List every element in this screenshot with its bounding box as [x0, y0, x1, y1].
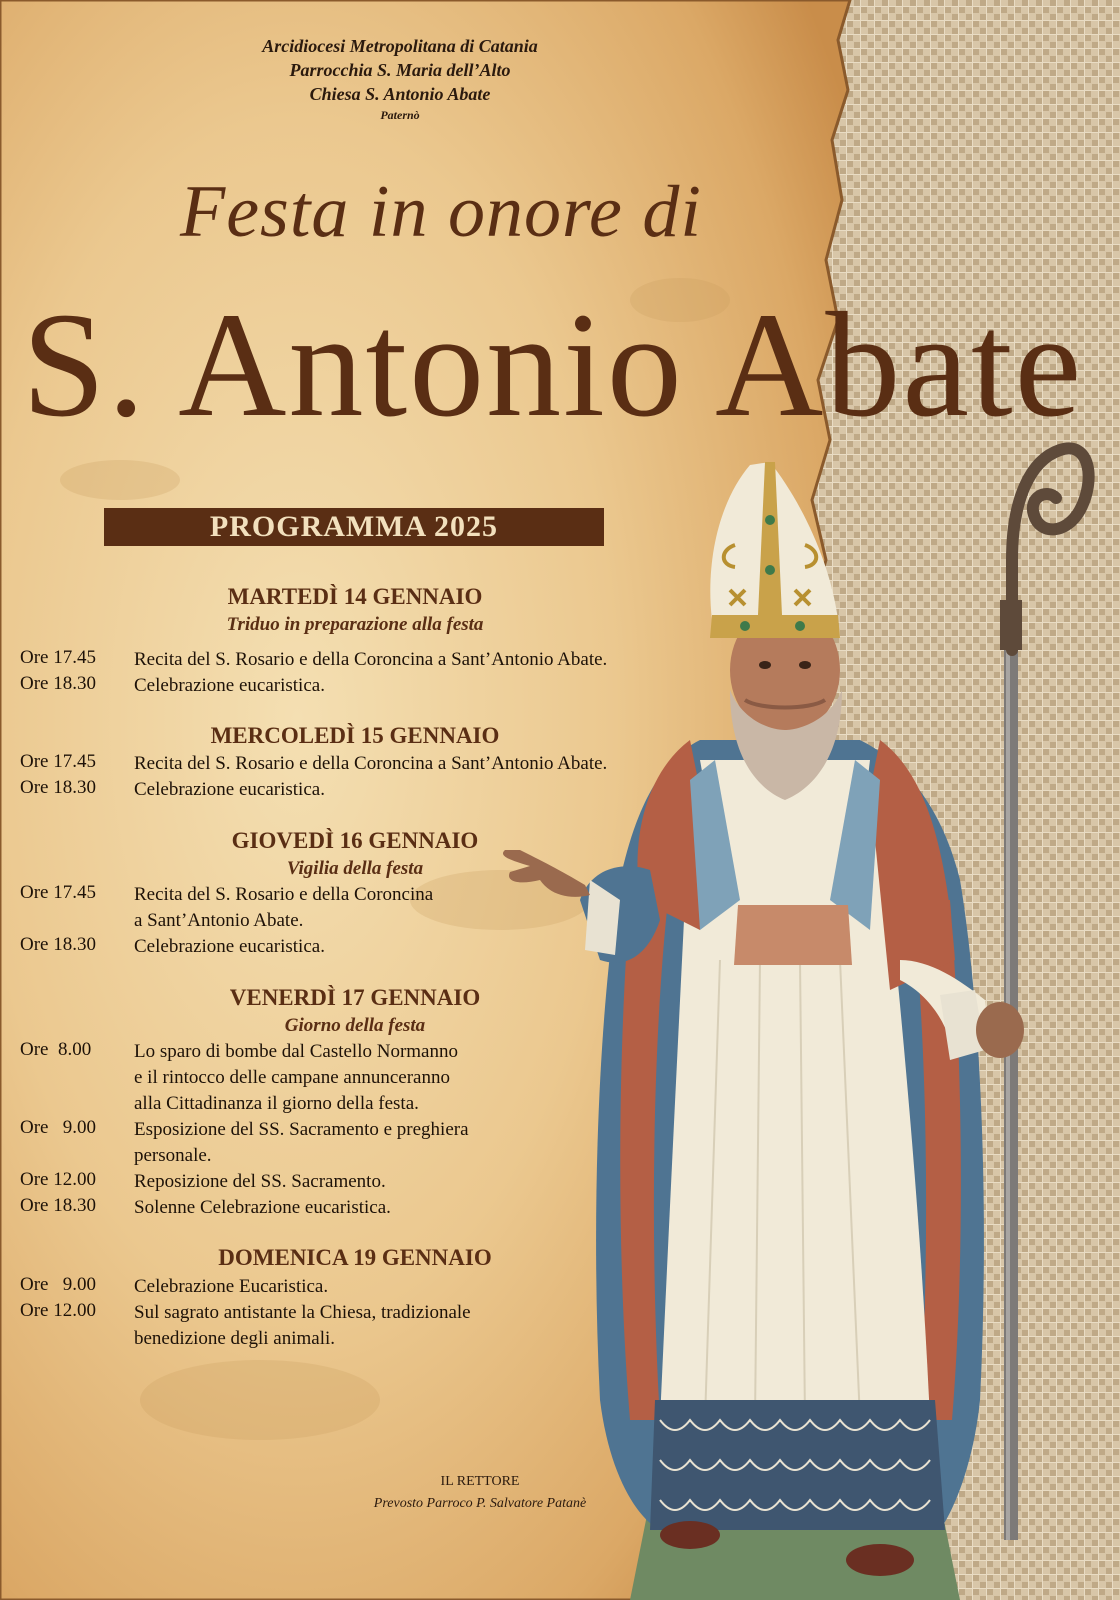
title-festa: Festa in onore di — [180, 171, 702, 253]
event-text: Recita del S. Rosario e della Coroncina a Sant’Antonio Abate. — [134, 649, 608, 670]
event-time: Ore 18.30 — [20, 777, 96, 798]
event-time: Ore 8.00 — [20, 1039, 92, 1060]
archdiocese-name: Arcidiocesi Metropolitana di Catania — [262, 36, 538, 56]
event-time: Ore 12.00 — [20, 1169, 96, 1190]
event-time: Ore 18.30 — [20, 934, 96, 955]
town-name: Paternò — [380, 108, 420, 122]
event-text: Sul sagrato antistante la Chiesa, tradizionale — [134, 1302, 471, 1323]
day-heading: MARTEDÌ 14 GENNAIO — [227, 584, 483, 609]
event-text: Reposizione del SS. Sacramento. — [134, 1171, 386, 1192]
rettore-name: Prevosto Parroco P. Salvatore Patanè — [373, 1496, 587, 1511]
church-name: Chiesa S. Antonio Abate — [309, 84, 491, 104]
parish-name: Parrocchia S. Maria dell’Alto — [289, 60, 511, 80]
day-heading: MERCOLEDÌ 15 GENNAIO — [210, 723, 500, 748]
event-time: Ore 9.00 — [20, 1117, 96, 1138]
rettore-title: IL RETTORE — [440, 1474, 520, 1489]
event-time: Ore 17.45 — [20, 647, 96, 668]
event-text: alla Cittadinanza il giorno della festa. — [134, 1093, 419, 1114]
programma-label: PROGRAMMA 2025 — [209, 510, 499, 543]
event-text: Celebrazione eucaristica. — [134, 675, 325, 696]
event-text: a Sant’Antonio Abate. — [134, 910, 304, 931]
event-text: personale. — [134, 1145, 212, 1166]
event-text: Celebrazione eucaristica. — [134, 936, 325, 957]
event-text: benedizione degli animali. — [134, 1328, 336, 1349]
event-time: Ore 12.00 — [20, 1300, 96, 1321]
event-text: Esposizione del SS. Sacramento e preghiera — [134, 1119, 469, 1140]
day-subtitle: Triduo in preparazione alla festa — [226, 614, 484, 635]
event-time: Ore 18.30 — [20, 673, 96, 694]
event-text: Lo sparo di bombe dal Castello Normanno — [134, 1041, 458, 1062]
event-text: Recita del S. Rosario e della Coroncina — [134, 884, 434, 905]
day-heading: VENERDÌ 17 GENNAIO — [229, 985, 481, 1010]
event-text: Celebrazione eucaristica. — [134, 779, 325, 800]
event-text: Recita del S. Rosario e della Coroncina a Sant’Antonio Abate. — [134, 753, 608, 774]
event-text: Solenne Celebrazione eucaristica. — [134, 1197, 391, 1218]
day-heading: DOMENICA 19 GENNAIO — [218, 1245, 492, 1270]
event-time: Ore 17.45 — [20, 882, 96, 903]
event-time: Ore 17.45 — [20, 751, 96, 772]
day-heading: GIOVEDÌ 16 GENNAIO — [231, 828, 479, 853]
title-saint: S. Antonio Abate — [22, 282, 1084, 448]
event-text: Celebrazione Eucaristica. — [134, 1276, 329, 1297]
event-time: Ore 18.30 — [20, 1195, 96, 1216]
event-time: Ore 9.00 — [20, 1274, 96, 1295]
day-subtitle: Vigilia della festa — [286, 858, 424, 879]
day-subtitle: Giorno della festa — [284, 1015, 426, 1036]
event-text: e il rintocco delle campane annunceranno — [134, 1067, 450, 1088]
